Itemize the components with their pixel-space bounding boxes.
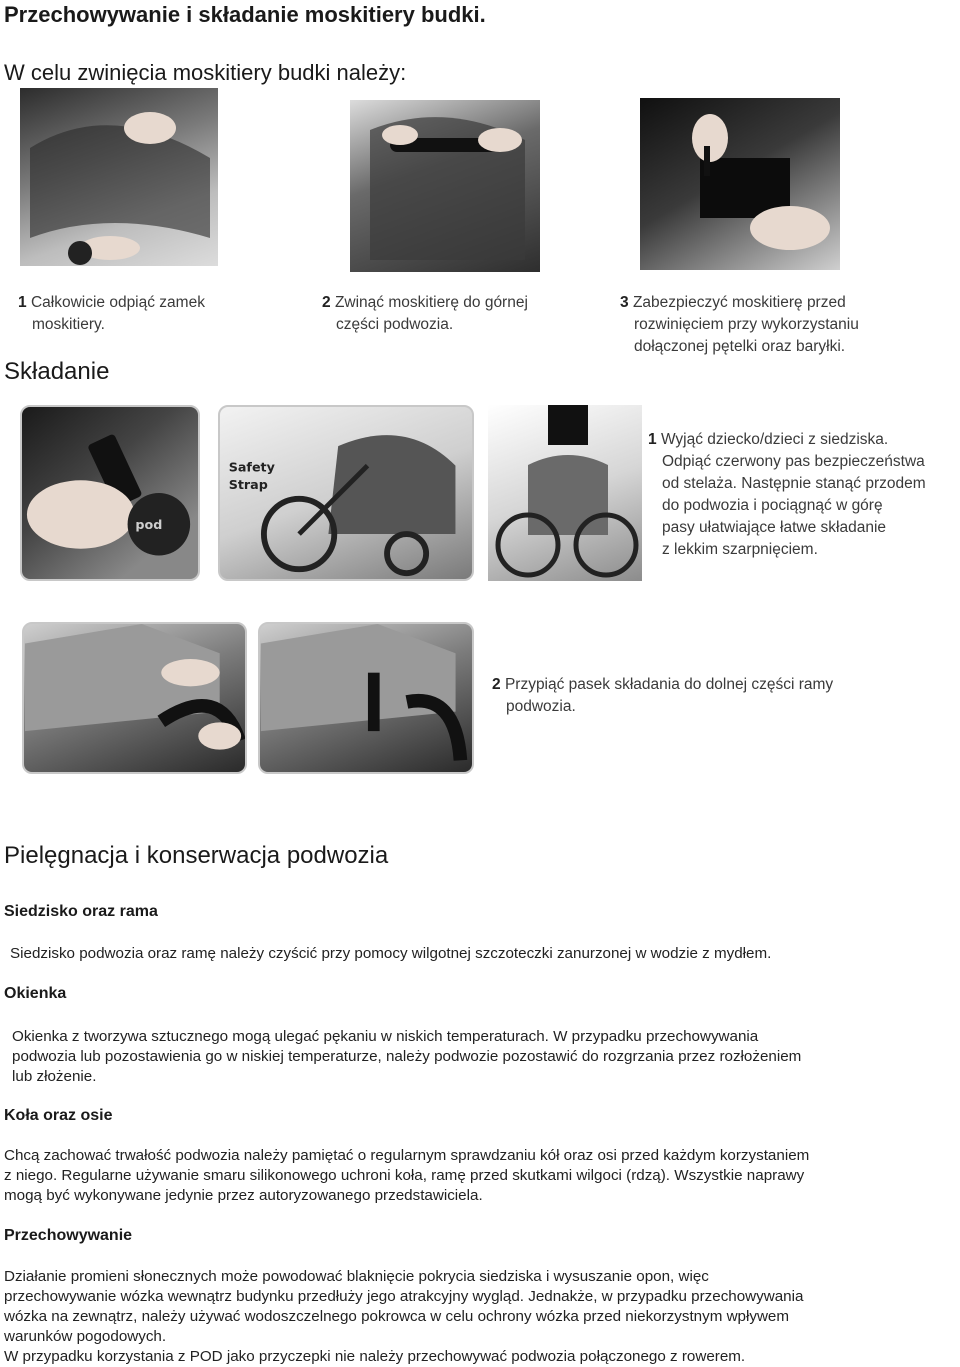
mosquito-step-2: 2 Zwinąć moskitierę do górnej części podwozia. bbox=[322, 294, 528, 333]
photo-safety-strap-stroller bbox=[218, 405, 474, 581]
pod-logo-text: pod bbox=[135, 517, 163, 533]
folding-heading: Składanie bbox=[4, 358, 110, 385]
section-title-storage: Przechowywanie bbox=[4, 1227, 133, 1244]
photo-unzip-mosquito-net bbox=[20, 88, 218, 266]
mosquito-step-3: 3 Zabezpieczyć moskitierę przed rozwinięciem przy wykorzystaniu dołączonej pętelki oraz baryłki. bbox=[620, 294, 859, 355]
page-title: Przechowywanie i składanie moskitiery budki. bbox=[4, 2, 486, 27]
folding-step-1: 1 Wyjąć dziecko/dzieci z siedziska. Odpiąć czerwony pas bezpieczeństwa od stelaża. Następnie stanąć przodem do podwozia i pociągnąć w górę pasy ułatwiające łatwe składanie z lekkim szarpnięciem. bbox=[648, 431, 926, 558]
safety-label: Safety bbox=[228, 459, 275, 475]
photo-pull-folding-straps bbox=[488, 405, 642, 581]
photo-attach-strap-left bbox=[22, 622, 247, 774]
section-title-windows: Okienka bbox=[4, 985, 67, 1002]
section-text-windows: Okienka z tworzywa sztucznego mogą ulegać pękaniu w niskich temperaturach. W przypadku przechowywania podwozia lub pozostawienia go w niskiej temperaturze, należy podwozie pozostawić do rozgrzania przez rozłożeniem lub złożenie. bbox=[12, 1028, 802, 1085]
photo-attach-strap-right bbox=[258, 622, 474, 774]
section-text-wheels-axles: Chcą zachować trwałość podwozia należy pamiętać o regularnym sprawdzaniu kół oraz osi przed każdym korzystaniem z niego. Regularne używanie smaru silikonowego uchroni koła, ramę przed skutkami wilgoci (rdzą). Wszystkie naprawy mogą być wykonywane jedynie przez autoryzowanego przedstawiciela. bbox=[4, 1147, 810, 1204]
photo-roll-mosquito-net bbox=[350, 100, 540, 272]
page-subtitle: W celu zwinięcia moskitiery budki należy: bbox=[4, 60, 407, 85]
mosquito-step-1: 1 Całkowicie odpiąć zamek moskitiery. bbox=[18, 294, 205, 333]
strap-label: Strap bbox=[228, 477, 268, 493]
folding-step-2: 2 Przypiąć pasek składania do dolnej części ramy podwozia. bbox=[492, 676, 834, 715]
section-title-wheels-axles: Koła oraz osie bbox=[4, 1107, 113, 1124]
section-title-seat-frame: Siedzisko oraz rama bbox=[4, 903, 158, 920]
care-heading: Pielęgnacja i konserwacja podwozia bbox=[4, 842, 389, 869]
section-text-seat-frame: Siedzisko podwozia oraz ramę należy czyścić przy pomocy wilgotnej szczoteczki zanurzonej w wodzie z mydłem. bbox=[10, 945, 772, 962]
photo-red-safety-strap bbox=[20, 405, 200, 581]
section-text-storage: Działanie promieni słonecznych może powodować blaknięcie pokrycia siedziska i wysuszanie opon, więc przechowywanie wózka wewnątrz budynku przedłuży jego atrakcyjny wygląd. Jednakże, w przypadku przechowywania wózka na zewnątrz, należy używać wodoszczelnego pokrowca w celu ochrony wózka przed niekorzystnym wpływem warunków pogodowych. W przypadku korzystania z POD jako przyczepki nie należy przechowywać podwozia połączonego z rowerem. bbox=[4, 1268, 804, 1365]
photo-secure-mosquito-net bbox=[640, 98, 840, 270]
